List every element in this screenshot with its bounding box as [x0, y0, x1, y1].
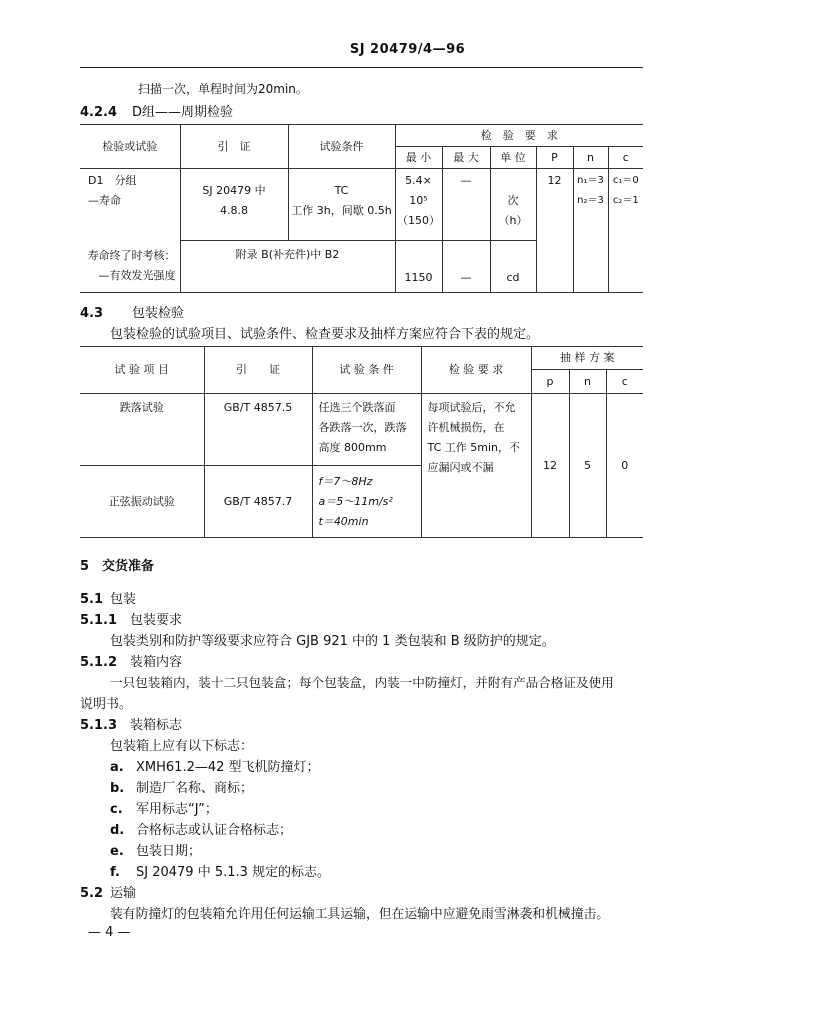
sampling-n: 5 — [569, 394, 606, 538]
header-test-item: 试 验 项 目 — [80, 347, 204, 394]
section-5-2-heading — [80, 882, 136, 901]
row2-item-line1: 寿命终了时考核： — [87, 249, 176, 263]
row1-reference — [180, 169, 288, 241]
drop-test-item: 跌落试验 — [80, 394, 204, 466]
section-number: 5.1.3 — [80, 718, 118, 733]
row1-unit — [490, 169, 536, 241]
req-line3: TC 工作 5min，不 — [427, 441, 520, 454]
document-header: SJ 20479/4—96 — [349, 42, 466, 57]
header-sampling-plan: 抽 样 方 案 — [531, 347, 643, 370]
periodic-inspection-table — [80, 124, 643, 293]
req-line1: 每项试验后，不允 — [427, 401, 516, 414]
header-n: n — [569, 370, 606, 394]
list-text: 军用标志“J”； — [136, 802, 218, 817]
row1-c — [608, 169, 643, 293]
section-5-heading — [80, 555, 154, 574]
list-text: SJ 20479 中 5.1.3 规定的标志。 — [136, 865, 331, 880]
row2-reference-conditions: 附录 B(补充件)中 B2 — [180, 241, 395, 293]
req-line2: 许机械损伤，在 — [427, 421, 505, 434]
section-5-2-paragraph: 装有防撞灯的包装箱允许用任何运输工具运输，但在运输中应避免雨雪淋袭和机械撞击。 — [110, 907, 610, 922]
row2-item-line2: —有效发光强度 — [98, 269, 176, 283]
section-title: 包装要求 — [130, 613, 183, 628]
row1-n — [573, 169, 608, 293]
header-item: 检验或试验 — [80, 125, 180, 169]
marking-item-e — [110, 840, 201, 859]
row2-min: 1150 — [395, 241, 442, 293]
vibration-test-conditions — [312, 466, 421, 538]
vib-cond-line2: a＝5～11m/s² — [318, 494, 393, 508]
header-unit: 单 位 — [490, 147, 536, 169]
marking-item-b — [110, 777, 253, 796]
section-title: D组——周期检验 — [132, 105, 234, 120]
drop-cond-line2: 各跌落一次，跌落 — [318, 421, 407, 434]
section-number: 4.2.4 — [80, 105, 118, 120]
drop-cond-line1: 任选三个跌落面 — [318, 401, 396, 414]
section-5-1-3-heading — [80, 714, 182, 733]
section-5-1-3-paragraph: 包装箱上应有以下标志： — [110, 739, 254, 754]
row2-item — [80, 241, 180, 293]
section-4-2-4-heading — [80, 101, 233, 120]
row1-unit-line2: （h） — [498, 214, 528, 227]
list-label: c. — [110, 802, 123, 817]
row1-ref-line1: SJ 20479 中 — [202, 184, 266, 197]
marking-item-d — [110, 819, 292, 838]
row1-cond-line2: 工作 3h，间歇 0.5h — [291, 204, 392, 217]
row1-c-line2: c₂＝1 — [612, 195, 639, 206]
row1-max: — — [442, 169, 490, 241]
section-title: 交货准备 — [102, 559, 155, 574]
section-title: 运输 — [110, 886, 137, 901]
section-5-1-heading — [80, 588, 136, 607]
header-p: P — [536, 147, 573, 169]
vibration-test-item: 正弦振动试验 — [80, 466, 204, 538]
header-requirements: 检 验 要 求 — [395, 125, 643, 147]
list-text: 合格标志或认证合格标志； — [136, 823, 293, 838]
sampling-p: 12 — [531, 394, 569, 538]
section-number: 5.1.2 — [80, 655, 118, 670]
row1-cond-line1: TC — [334, 184, 349, 197]
list-text: 包装日期； — [136, 844, 202, 859]
row1-item-line1: D1 分组 — [88, 174, 137, 187]
drop-test-reference: GB/T 4857.5 — [204, 394, 312, 466]
section-number: 5.1 — [80, 592, 104, 607]
marking-item-c — [110, 798, 218, 817]
list-label: d. — [110, 823, 125, 838]
section-title: 装箱标志 — [130, 718, 183, 733]
intro-line: 扫描一次，单程时间为20min。 — [138, 82, 308, 96]
row1-min-line3: （150） — [397, 214, 440, 227]
row1-min-line1: 5.4× — [405, 174, 432, 187]
header-p: p — [531, 370, 569, 394]
packaging-inspection-table — [80, 346, 643, 538]
section-title: 包装检验 — [132, 306, 185, 321]
header-max: 最 大 — [442, 147, 490, 169]
section-title: 包装 — [110, 592, 137, 607]
section-title: 装箱内容 — [130, 655, 183, 670]
drop-test-conditions — [312, 394, 421, 466]
section-number: 5 — [80, 559, 90, 574]
header-n: n — [573, 147, 608, 169]
header-conditions: 试验条件 — [288, 125, 395, 169]
list-text: XMH61.2—42 型飞机防撞灯； — [136, 760, 320, 775]
row2-unit: cd — [490, 241, 536, 293]
row1-ref-line2: 4.8.8 — [220, 204, 248, 217]
marking-item-a — [110, 756, 320, 775]
header-rule — [80, 67, 643, 68]
section-5-1-1-heading — [80, 609, 182, 628]
header-requirements: 检 验 要 求 — [421, 347, 531, 394]
header-reference: 引 证 — [204, 347, 312, 394]
section-5-1-2-paragraph-line2: 说明书。 — [80, 697, 133, 712]
row1-n-line1: n₁＝3 — [577, 175, 604, 186]
row1-c-line1: c₁＝0 — [612, 175, 639, 186]
header-min: 最 小 — [395, 147, 442, 169]
vibration-test-reference: GB/T 4857.7 — [204, 466, 312, 538]
section-5-1-1-paragraph: 包装类别和防护等级要求应符合 GJB 921 中的 1 类包装和 B 级防护的规定。 — [110, 634, 555, 649]
vib-cond-line3: t＝40min — [318, 514, 369, 528]
row2-max: — — [442, 241, 490, 293]
section-4-3-paragraph: 包装检验的试验项目、试验条件、检查要求及抽样方案应符合下表的规定。 — [110, 327, 540, 342]
header-conditions: 试 验 条 件 — [312, 347, 421, 394]
row1-conditions — [288, 169, 395, 241]
req-line4: 应漏闪或不漏 — [427, 461, 494, 474]
page-number: — 4 — — [88, 925, 131, 940]
row1-n-line2: n₂＝3 — [577, 195, 604, 206]
section-number: 5.1.1 — [80, 613, 118, 628]
row1-p: 12 — [536, 169, 573, 293]
section-5-1-2-heading — [80, 651, 182, 670]
list-label: e. — [110, 844, 124, 859]
header-c: c — [606, 370, 643, 394]
list-label: f. — [110, 865, 120, 880]
list-text: 制造厂名称、商标； — [136, 781, 254, 796]
inspection-requirements — [421, 394, 531, 538]
row1-min — [395, 169, 442, 241]
row1-unit-line1: 次 — [507, 194, 519, 207]
vib-cond-line1: f＝7～8Hz — [318, 474, 373, 488]
list-label: b. — [110, 781, 125, 796]
sampling-c: 0 — [606, 394, 643, 538]
header-reference: 引 证 — [180, 125, 288, 169]
list-label: a. — [110, 760, 124, 775]
header-c: c — [608, 147, 643, 169]
row1-min-line2: 10⁵ — [409, 194, 428, 207]
section-number: 4.3 — [80, 306, 104, 321]
section-4-3-heading — [80, 302, 184, 321]
row1-item — [80, 169, 180, 241]
drop-cond-line3: 高度 800mm — [318, 441, 387, 454]
marking-item-f — [110, 861, 330, 880]
section-5-1-2-paragraph-line1: 一只包装箱内，装十二只包装盒；每个包装盒，内装一中防撞灯，并附有产品合格证及使用 — [110, 675, 614, 690]
row1-item-line2: —寿命 — [88, 194, 121, 207]
section-number: 5.2 — [80, 886, 104, 901]
